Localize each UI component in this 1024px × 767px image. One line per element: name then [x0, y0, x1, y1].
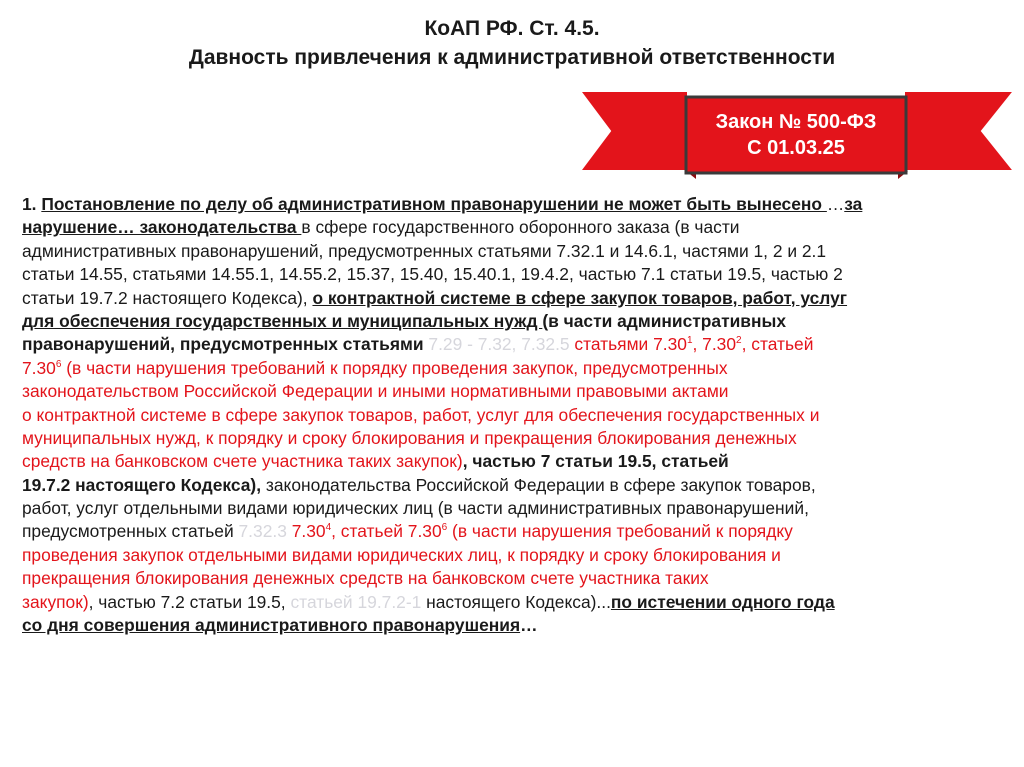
text-line	[22, 287, 1002, 310]
text-line	[22, 614, 1002, 637]
text-line	[22, 474, 1002, 497]
text-line: статьи 14.55, статьями 14.55.1, 14.55.2, 15.37, 15.40, 15.40.1, 19.4.2, частью 7.1 статьи 19.5, частью 2	[22, 264, 843, 285]
superscript: 2	[736, 335, 742, 347]
text-fragment: 7.32.3	[238, 521, 292, 542]
text-fragment: (в части нарушения требований к порядку проведения закупок, предусмотренных	[61, 357, 728, 378]
badge-effective-date: С 01.03.25	[747, 137, 845, 159]
text-fragment: о контрактной системе в сфере закупок товаров, работ, услуг	[312, 287, 848, 308]
text-line	[22, 520, 1002, 543]
badge-law-number: Закон № 500-ФЗ	[715, 111, 877, 133]
superscript: 6	[55, 358, 62, 370]
text-fragment: за	[844, 194, 863, 214]
text-fragment: средств на банковском счете участника таких закупок)	[22, 451, 463, 472]
text-fragment: 7.29 - 7.32, 7.32.5	[428, 334, 575, 355]
text-fragment: статьи 19.7.2 настоящего Кодекса),	[22, 287, 313, 308]
text-fragment: предусмотренных статьей	[22, 521, 239, 542]
text-line: прекращения блокирования денежных средств на банковском счете участника таких	[22, 568, 709, 589]
text-line: административных правонарушений, предусмотренных статьями 7.32.1 и 14.6.1, частями 1, 2 и 2.1	[22, 240, 827, 261]
text-line	[22, 591, 1002, 614]
text-fragment: , 7.30	[692, 334, 737, 355]
title-line-2: Давность привлечения к административной ответственности	[188, 46, 836, 69]
text-fragment: законодательства Российской Федерации в сфере закупок товаров,	[265, 474, 816, 495]
text-fragment: , статьей 7.30	[331, 521, 442, 542]
text-fragment: со дня совершения административного правонарушения	[22, 615, 521, 636]
text-fragment: для обеспечения государственных и муниципальных нужд	[22, 310, 543, 331]
text-fragment: настоящего Кодекса)...	[421, 591, 611, 612]
text-fragment: нарушение… законодательства	[22, 217, 302, 238]
text-fragment: 7.30	[22, 357, 56, 378]
text-fragment: …	[826, 194, 845, 214]
superscript: 6	[441, 522, 448, 534]
article-paragraph	[22, 193, 1002, 637]
text-line	[22, 193, 1002, 216]
text-fragment: статьей 19.7.2-1	[290, 591, 422, 612]
text-fragment: закупок)	[22, 591, 89, 612]
text-line	[22, 357, 1002, 380]
text-fragment: 19.7.2 настоящего Кодекса),	[22, 474, 266, 495]
text-fragment: по истечении одного года	[610, 591, 835, 612]
text-fragment: , частью 7.2 статьи 19.5,	[88, 591, 291, 612]
text-line: работ, услуг отдельными видами юридических лиц (в части административных правонарушений,	[22, 498, 809, 519]
text-line: проведения закупок отдельными видами юридических лиц, к порядку и сроку блокирования и	[22, 544, 781, 565]
superscript: 1	[686, 335, 693, 347]
text-line	[22, 216, 1002, 239]
text-line: о контрактной системе в сфере закупок товаров, работ, услуг для обеспечения государственных и	[22, 404, 820, 425]
text-line	[22, 310, 1002, 333]
text-fragment: (в части административных	[542, 310, 787, 331]
law-ribbon-badge	[578, 83, 1016, 183]
title-line-1: КоАП РФ. Ст. 4.5.	[424, 17, 600, 40]
text-fragment: , частью 7 статьи 19.5, статьей	[462, 451, 729, 472]
text-fragment: Постановление по делу об административном правонарушении не может быть вынесено	[41, 194, 827, 214]
text-fragment: правонарушений, предусмотренных статьями	[22, 334, 429, 355]
text-fragment: …	[520, 615, 538, 636]
item-number: 1.	[22, 194, 42, 214]
text-line: законодательством Российской Федерации и иными нормативными правовыми актами	[22, 381, 729, 402]
text-line	[22, 450, 1002, 473]
text-fragment: статьями 7.30	[574, 334, 687, 355]
text-line: муниципальных нужд, к порядку и сроку блокирования и прекращения блокирования денежных	[22, 427, 797, 448]
superscript: 4	[325, 522, 332, 534]
text-line	[22, 333, 1002, 356]
text-fragment: в сфере государственного оборонного заказа (в части	[301, 217, 740, 238]
text-fragment: 7.30	[291, 521, 326, 542]
text-fragment: (в части нарушения требований к порядку	[447, 521, 793, 542]
text-fragment: , статьей	[741, 334, 814, 355]
